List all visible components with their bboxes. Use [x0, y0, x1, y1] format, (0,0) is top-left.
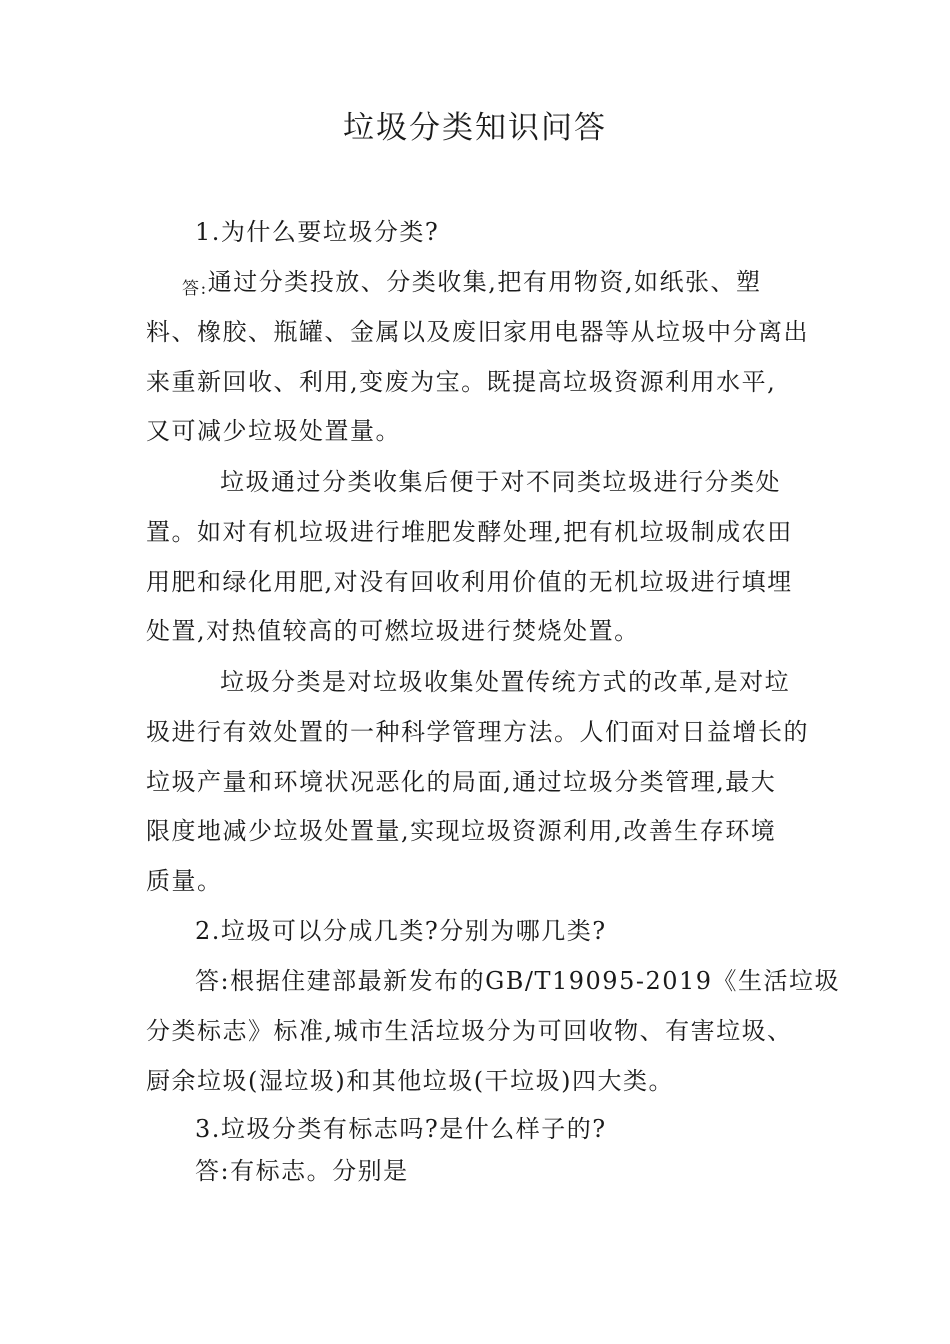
answer-1-line-4: 又可减少垃圾处置量。 [146, 417, 401, 445]
answer-1-prefix: 答: [182, 279, 208, 299]
answer-1-p3-line-2: 圾进行有效处置的一种科学管理方法。人们面对日益增长的 [146, 718, 809, 746]
answer-1-p3-line-4: 限度地减少垃圾处置量,实现垃圾资源利用,改善生存环境 [146, 817, 777, 845]
answer-1-line-2: 料、橡胶、瓶罐、金属以及废旧家用电器等从垃圾中分离出 [146, 318, 809, 346]
answer-1-p2-line-2: 置。如对有机垃圾进行堆肥发酵处理,把有机垃圾制成农田 [146, 518, 793, 546]
question-2: 2.垃圾可以分成几类?分别为哪几类? [195, 917, 607, 945]
answer-1-line-3: 来重新回收、利用,变废为宝。既提高垃圾资源利用水平, [146, 368, 777, 396]
answer-3: 答:有标志。分别是 [195, 1157, 409, 1185]
answer-1-p2-line-1: 垃圾通过分类收集后便于对不同类垃圾进行分类处 [220, 468, 781, 496]
answer-2-line-1: 答:根据住建部最新发布的GB/T19095-2019《生活垃圾 [195, 967, 841, 995]
answer-2-line-2: 分类标志》标准,城市生活垃圾分为可回收物、有害垃圾、 [146, 1017, 793, 1045]
question-3: 3.垃圾分类有标志吗?是什么样子的? [195, 1115, 607, 1143]
answer-1-p2-line-4: 处置,对热值较高的可燃垃圾进行焚烧处置。 [146, 617, 640, 645]
answer-1-text: 通过分类投放、分类收集,把有用物资,如纸张、塑 [207, 268, 762, 296]
answer-2-line-3: 厨余垃圾(湿垃圾)和其他垃圾(干垃圾)四大类。 [146, 1067, 674, 1095]
document-title: 垃圾分类知识问答 [343, 110, 607, 146]
question-1: 1.为什么要垃圾分类? [195, 218, 440, 246]
answer-1-p2-line-3: 用肥和绿化用肥,对没有回收利用价值的无机垃圾进行填埋 [146, 568, 793, 596]
answer-1-p3-line-5: 质量。 [146, 867, 223, 895]
answer-1-p3-line-3: 垃圾产量和环境状况恶化的局面,通过垃圾分类管理,最大 [146, 768, 777, 796]
answer-1-p3-line-1: 垃圾分类是对垃圾收集处置传统方式的改革,是对垃 [220, 668, 791, 696]
answer-1-line-1 [182, 267, 762, 300]
